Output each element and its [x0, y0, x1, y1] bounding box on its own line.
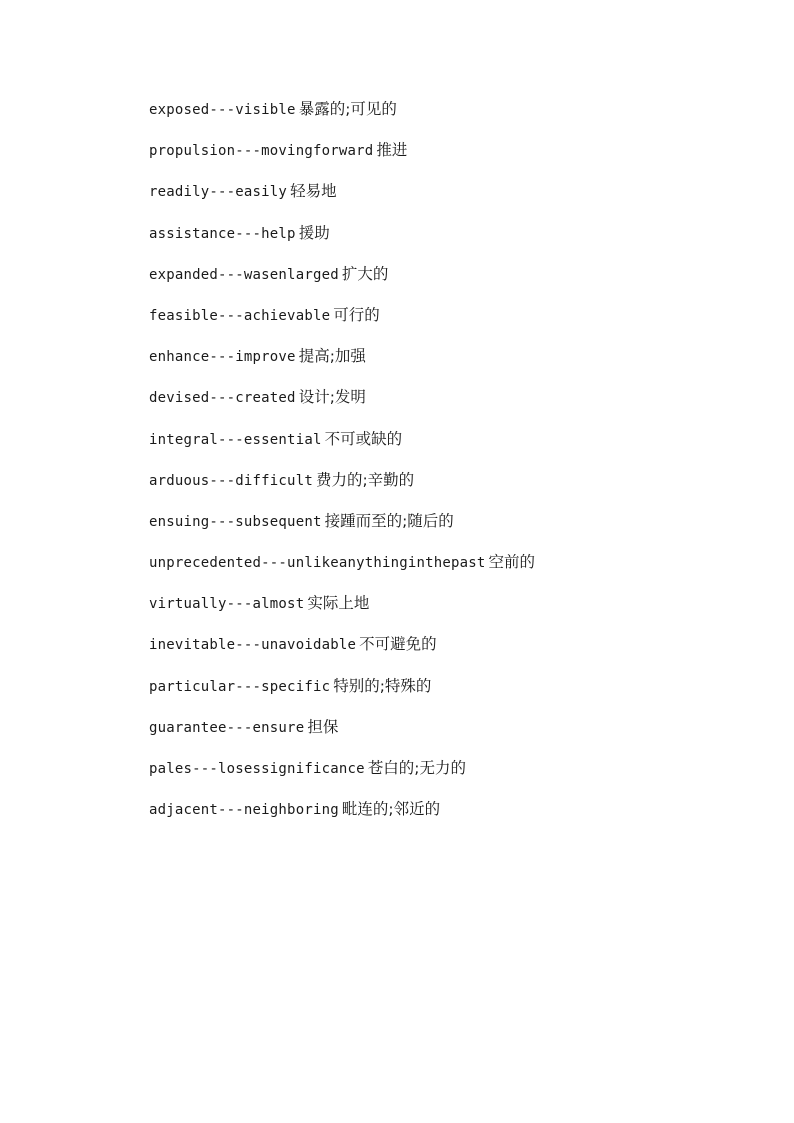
english-term: exposed---visible: [149, 102, 296, 118]
chinese-meaning: 扩大的: [341, 264, 389, 283]
chinese-meaning: 提高;加强: [298, 347, 366, 366]
english-term: arduous---difficult: [149, 472, 313, 489]
vocab-entry: [149, 302, 535, 343]
vocab-entry: [149, 137, 535, 178]
chinese-meaning: 空前的: [488, 553, 536, 572]
english-term: unprecedented---unlikeanythinginthepast: [149, 555, 486, 572]
chinese-meaning: 特别的;特殊的: [333, 676, 432, 695]
chinese-meaning: 可行的: [333, 305, 380, 324]
english-term: readily---easily: [149, 184, 288, 201]
chinese-meaning: 设计;发明: [298, 388, 366, 407]
vocab-entry: [149, 673, 535, 714]
english-term: enhance---improve: [149, 349, 296, 366]
english-term: expanded---wasenlarged: [149, 266, 339, 283]
english-term: ensuing---subsequent: [149, 513, 322, 530]
english-term: virtually---almost: [149, 596, 305, 613]
vocab-entry: [149, 261, 535, 302]
vocab-entry: [149, 467, 535, 508]
chinese-meaning: 担保: [307, 717, 339, 736]
chinese-meaning: 毗连的;邻近的: [341, 800, 441, 819]
english-term: inevitable---unavoidable: [149, 637, 357, 654]
chinese-meaning: 费力的;辛勤的: [315, 470, 415, 489]
english-term: assistance---help: [149, 225, 296, 242]
english-term: pales---losessignificance: [149, 761, 365, 777]
chinese-meaning: 接踵而至的;随后的: [324, 511, 454, 530]
english-term: guarantee---ensure: [149, 719, 305, 736]
chinese-meaning: 不可避免的: [359, 635, 437, 654]
chinese-meaning: 援助: [298, 223, 330, 242]
vocab-entry: [149, 796, 535, 837]
chinese-meaning: 不可或缺的: [324, 429, 403, 448]
vocab-entry: [149, 631, 535, 672]
vocab-entry: [149, 96, 535, 137]
vocab-entry: [149, 426, 535, 467]
vocab-entry: [149, 590, 535, 631]
english-term: devised---created: [149, 390, 296, 407]
vocab-entry: [149, 755, 535, 796]
vocab-entry: [149, 343, 535, 384]
vocab-entry: [149, 384, 535, 425]
english-term: particular---specific: [149, 678, 331, 695]
english-term: propulsion---movingforward: [149, 143, 374, 160]
vocab-entry: [149, 508, 535, 549]
english-term: feasible---achievable: [149, 307, 331, 324]
vocab-entry: [149, 714, 535, 755]
english-term: adjacent---neighboring: [149, 802, 339, 819]
chinese-meaning: 轻易地: [290, 182, 337, 201]
chinese-meaning: 推进: [376, 141, 408, 160]
vocab-entry: [149, 220, 535, 261]
chinese-meaning: 实际上地: [307, 594, 370, 613]
english-term: integral---essential: [149, 431, 322, 448]
vocab-entry: [149, 549, 535, 590]
vocab-entry: [149, 178, 535, 219]
vocabulary-list: [149, 96, 535, 837]
chinese-meaning: 暴露的;可见的: [298, 100, 397, 118]
chinese-meaning: 苍白的;无力的: [367, 759, 466, 777]
